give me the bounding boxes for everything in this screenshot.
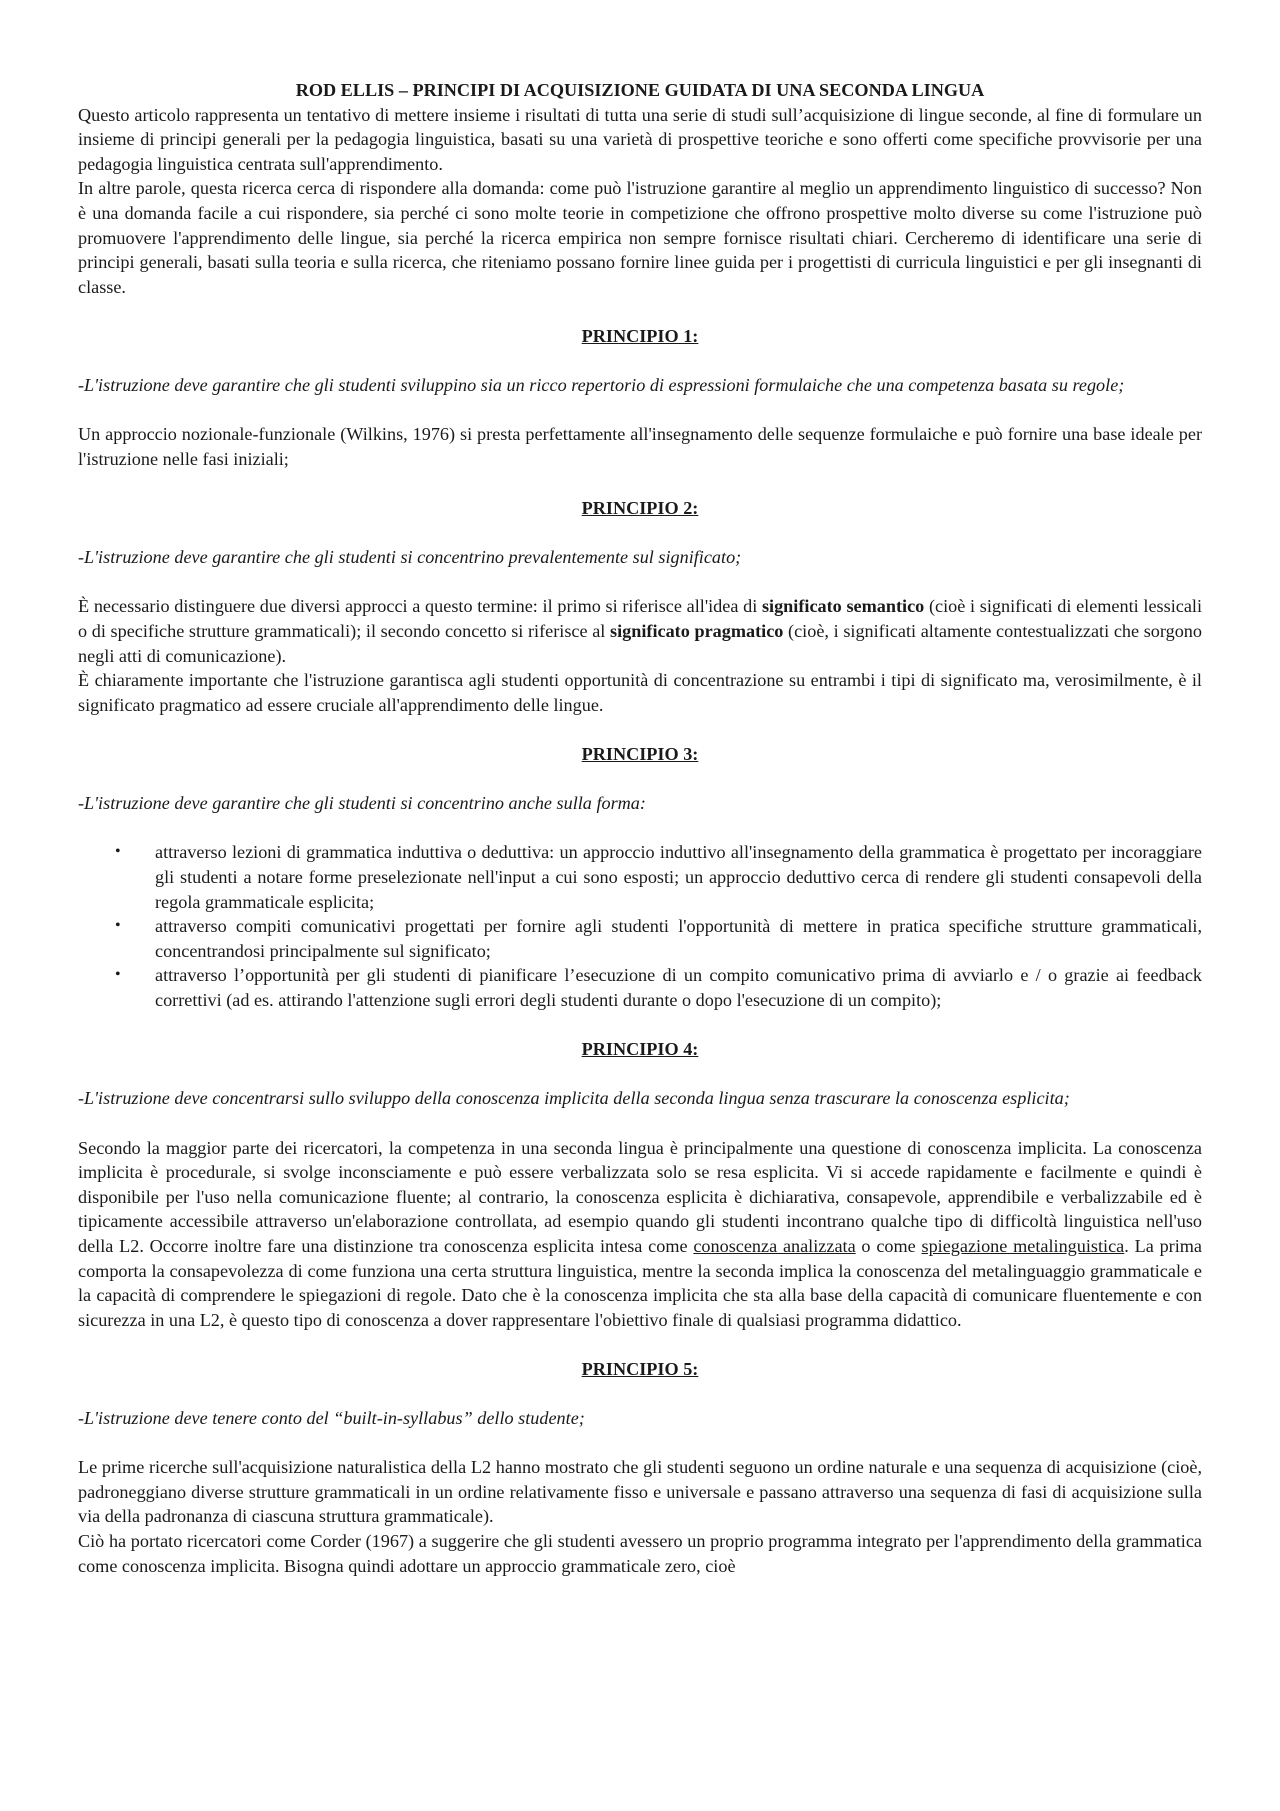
- principle-2-body: [78, 594, 1202, 668]
- principle-3-heading: PRINCIPIO 3:: [581, 744, 699, 765]
- principle-2-body-2: È chiaramente importante che l'istruzione garantisca agli studenti opportunità di concentrazione su entrambi i tipi di significato ma, verosimilmente, è il significato pragmatico ad essere cruciale all'apprendimento delle lingue.: [78, 670, 1202, 715]
- principle-5-body: Le prime ricerche sull'acquisizione naturalistica della L2 hanno mostrato che gli studenti seguono un ordine naturale e una sequenza di acquisizione (cioè, padroneggiano diverse strutture grammaticali in un ordine relativamente fisso e universale e passano attraverso una sequenza di fasi di acquisizione sulla via della padronanza di ciascuna struttura grammaticale).: [78, 1457, 1202, 1527]
- metalinguistic-explanation-term: spiegazione metalinguistica: [921, 1235, 1125, 1256]
- principle-5-body-2: Ciò ha portato ricercatori come Corder (1967) a suggerire che gli studenti avessero un proprio programma integrato per l'apprendimento della grammatica come conoscenza implicita. Bisogna quindi adottare un approccio grammaticale zero, cioè: [78, 1531, 1202, 1576]
- principle-4-body-part-b: o come: [855, 1235, 922, 1256]
- principle-2-body-part-b: (cioè i significati di elementi lessicali o di specifiche strutture grammaticali); il secondo concetto si riferisce al: [78, 596, 1202, 642]
- principle-2-statement: -L'istruzione deve garantire che gli studenti si concentrino prevalentemente sul significato;: [78, 547, 742, 568]
- bullet-icon: •: [115, 966, 121, 984]
- principle-1-statement: -L'istruzione deve garantire che gli studenti sviluppino sia un ricco repertorio di espressioni formulaiche che una competenza basata su regole;: [78, 375, 1125, 396]
- principle-2-body-part-c: (cioè, i significati altamente contestualizzati che sorgono negli atti di comunicazione).: [78, 621, 1202, 666]
- list-item: [115, 963, 1202, 1012]
- principle-1-heading: PRINCIPIO 1:: [581, 325, 699, 346]
- principle-4-body: [78, 1136, 1202, 1333]
- principle-3-statement: -L'istruzione deve garantire che gli studenti si concentrino anche sulla forma:: [78, 793, 646, 814]
- principle-4-body-part-a: Secondo la maggior parte dei ricercatori, la competenza in una seconda lingua è principalmente una questione di conoscenza implicita. La conoscenza implicita è procedurale, si svolge inconsciamente e può essere verbalizzata solo se resa esplicita. Vi si accede rapidamente e facilmente e quindi è disponibile per l'uso nella comunicazione fluente; al contrario, la conoscenza esplicita è dichiarativa, consapevole, apprendibile e verbalizzabile ed è tipicamente accessibile attraverso un'elaborazione controllata, ad esempio quando gli studenti incontrano qualche tipo di difficoltà linguistica nell'uso della L2. Occorre inoltre fare una distinzione tra conoscenza esplicita intesa come: [78, 1137, 1202, 1256]
- bullet-icon: •: [115, 917, 121, 935]
- principle-2-body-part-a: È necessario distinguere due diversi approcci a questo termine: il primo si riferisce all'idea di: [78, 596, 762, 617]
- document-page: [78, 78, 1202, 1578]
- principle-4-statement: -L'istruzione deve concentrarsi sullo sviluppo della conoscenza implicita della seconda lingua senza trascurare la conoscenza esplicita;: [78, 1088, 1070, 1109]
- principle-3-bullet-list: [78, 840, 1202, 1012]
- principle-1-body: Un approccio nozionale-funzionale (Wilkins, 1976) si presta perfettamente all'insegnamento delle sequenze formulaiche e può fornire una base ideale per l'istruzione nelle fasi iniziali;: [78, 424, 1202, 469]
- document-title: ROD ELLIS – PRINCIPI DI ACQUISIZIONE GUIDATA DI UNA SECONDA LINGUA: [295, 80, 985, 100]
- principle-5-statement: -L'istruzione deve tenere conto del “built-in-syllabus” dello studente;: [78, 1408, 585, 1429]
- list-item-text: attraverso l’opportunità per gli studenti di pianificare l’esecuzione di un compito comunicativo prima di avviarlo e / o grazie ai feedback correttivi (ad es. attirando l'attenzione sugli errori degli studenti durante o dopo l'esecuzione di un compito);: [155, 965, 1202, 1010]
- list-item: [115, 840, 1202, 914]
- principle-2-heading: PRINCIPIO 2:: [581, 498, 699, 519]
- principle-4-heading: PRINCIPIO 4:: [581, 1039, 699, 1060]
- semantic-meaning-term: significato semantico: [761, 596, 925, 617]
- analyzed-knowledge-term: conoscenza analizzata: [693, 1235, 856, 1256]
- bullet-icon: •: [115, 843, 121, 861]
- pragmatic-meaning-term: significato pragmatico: [610, 621, 784, 642]
- principle-4-body-part-c: . La prima comporta la consapevolezza di come funziona una certa struttura linguistica, mentre la seconda implica la conoscenza del metalinguaggio grammaticale e la capacità di comprendere le spiegazioni di regole. Dato che è la conoscenza implicita che sta alla base della capacità di comunicare fluentemente e con sicurezza in una L2, è questo tipo di conoscenza a dover rappresentare l'obiettivo finale di qualsiasi programma didattico.: [78, 1235, 1202, 1330]
- list-item: [115, 914, 1202, 963]
- principle-5-heading: PRINCIPIO 5:: [581, 1358, 699, 1379]
- list-item-text: attraverso compiti comunicativi progettati per fornire agli studenti l'opportunità di mettere in pratica specifiche strutture grammaticali, concentrandosi principalmente sul significato;: [155, 916, 1202, 961]
- list-item-text: attraverso lezioni di grammatica induttiva o deduttiva: un approccio induttivo all'insegnamento della grammatica è progettato per incoraggiare gli studenti a notare forme preselezionate nell'input a cui sono esposti; un approccio deduttivo cerca di rendere gli studenti consapevoli della regola grammaticale esplicita;: [155, 842, 1202, 912]
- intro-paragraph-2: In altre parole, questa ricerca cerca di rispondere alla domanda: come può l'istruzione garantire al meglio un apprendimento linguistico di successo? Non è una domanda facile a cui rispondere, sia perché ci sono molte teorie in competizione che offrono prospettive molto diverse su come l'istruzione può promuovere l'apprendimento delle lingue, sia perché la ricerca empirica non sempre fornisce risultati chiari. Cercheremo di identificare una serie di principi generali, basati sulla teoria e sulla ricerca, che riteniamo possano fornire linee guida per i progettisti di curricula linguistici e per gli insegnanti di classe.: [78, 178, 1202, 297]
- intro-paragraph-1: Questo articolo rappresenta un tentativo di mettere insieme i risultati di tutta una serie di studi sull’acquisizione di lingue seconde, al fine di formulare un insieme di principi generali per la pedagogia linguistica, basati su una varietà di prospettive teoriche e sono offerti come specifiche provvisorie per una pedagogia linguistica centrata sull'apprendimento.: [78, 104, 1202, 174]
